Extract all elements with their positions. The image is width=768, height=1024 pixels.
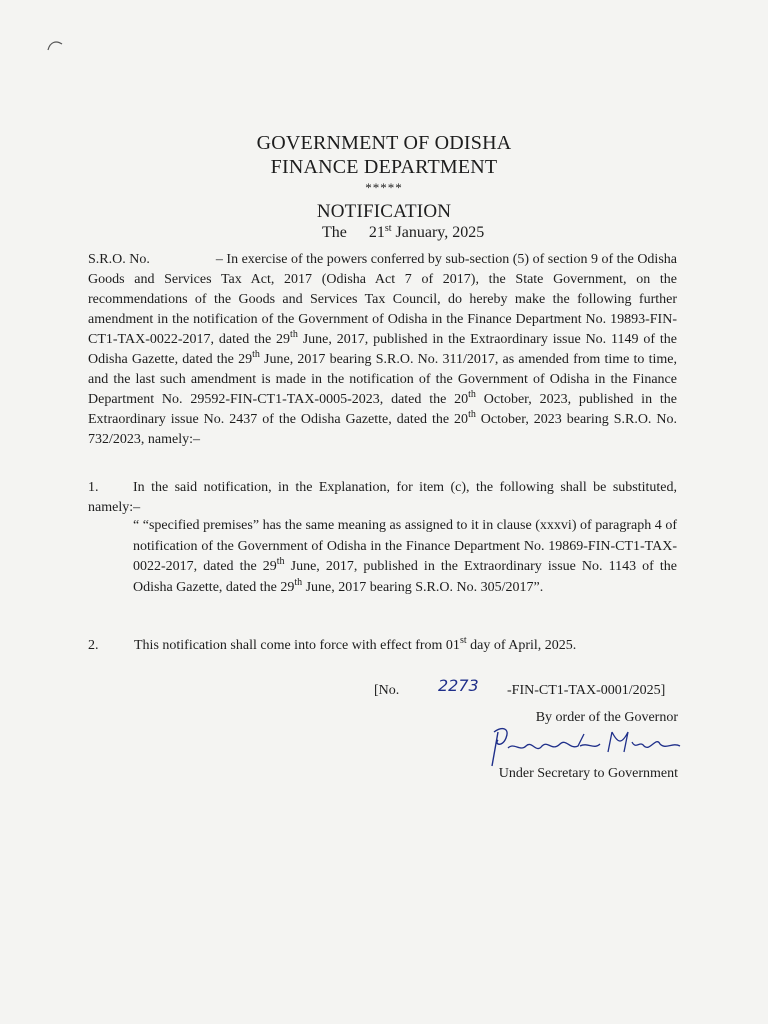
item-2-text: This notification shall come into force with effect from 01st day of April, 2025. [134,635,577,653]
file-number-suffix: -FIN-CT1-TAX-0001/2025] [507,683,666,698]
date-prefix: The [322,224,347,241]
date-rest: January, 2025 [391,224,485,241]
by-order-line: By order of the Governor [535,710,678,725]
government-heading: GOVERNMENT OF ODISHA [256,132,512,154]
pen-mark-icon [46,38,64,52]
notification-title: NOTIFICATION [316,201,452,222]
item-1-number: 1. [88,480,99,495]
handwritten-file-number: 2273 [438,676,479,695]
stars-separator: ***** [365,180,403,195]
notification-date [322,224,484,242]
preamble-paragraph: S.R.O. No. – In exercise of the powers conferred by sub-section (5) of section 9 of the Odisha Goods and Services Tax Act, 2017 (Odisha Act 7 of 2017), the State Government, on the recommendations of the Goods and Services Tax Council, do hereby make the following further amendment in the notification of the Government of Odisha in the Finance Department No. 19893-FIN-CT1-TAX-0022-2017, dated the 29th June, 2017, published in the Extraordinary issue No. 1149 of the Odisha Gazette, dated the 29th June, 2017 bearing S.R.O. No. 311/2017, as amended from time to time, and the last such amendment is made in the notification of the Government of Odisha in the Finance Department No. 29592-FIN-CT1-TAX-0005-2023, dated the 20th October, 2023, published in the Extraordinary issue No. 2437 of the Odisha Gazette, dated the 20th October, 2023 bearing S.R.O. No. 732/2023, namely:– [88,252,678,447]
file-number-prefix: [No. [374,683,400,698]
date-sup: st [384,223,392,234]
item-2-number: 2. [88,638,99,653]
date-day: 21 [368,224,385,241]
department-heading: FINANCE DEPARTMENT [270,156,498,178]
item-1-substituted-text: “ “specified premises” has the same meaning as assigned to it in clause (xxxvi) of paragraph 4 of notification of the Government of Odisha in the Finance Department No. 19869-FIN-CT1-TAX-0022-2017, dated the 29th June, 2017, published in the Extraordinary issue No. 1143 of the Odisha Gazette, dated the 29th June, 2017 bearing S.R.O. No. 305/2017”. [133,518,677,595]
designation-line: Under Secretary to Government [498,766,678,781]
item-1-intro: In the said notification, in the Explanation, for item (c), the following shall be substituted, namely:– [88,480,677,515]
sro-label: S.R.O. No. [88,252,150,267]
